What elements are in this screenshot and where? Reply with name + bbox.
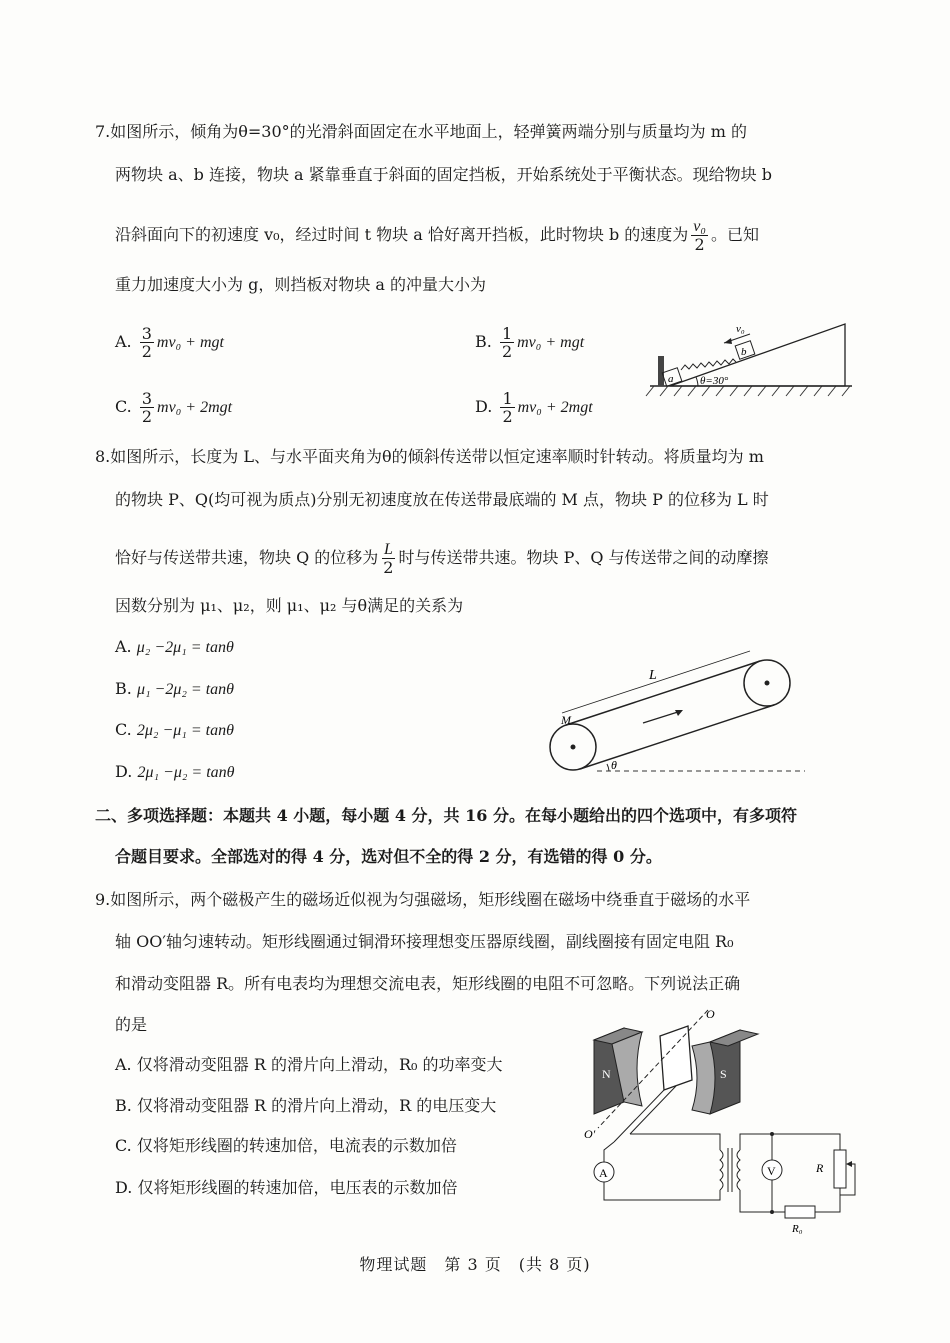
secondary-coil: [737, 1150, 740, 1190]
section-2-line-2: 合题目要求。全部选对的得 4 分，选对但不全的得 2 分，有选错的得 0 分。: [115, 847, 662, 866]
angle-label: θ=30°: [700, 375, 729, 387]
belt-top: [566, 661, 760, 725]
q7-line-4: 重力加速度大小为 g，则挡板对物块 a 的冲量大小为: [115, 275, 487, 294]
section-2-line-1: 二、多项选择题：本题共 4 小题，每小题 4 分，共 16 分。在每小题给出的四个选项中，有多项符: [95, 806, 797, 825]
rheostat-slider: [846, 1161, 852, 1167]
q7-fraction: $\frac{\text{v₀}}{2}$: [693, 218, 706, 254]
spring: [681, 359, 736, 370]
primary-wire-top: [630, 1134, 720, 1150]
q8-line-1: 8.如图所示，长度为 L、与水平面夹角为θ的倾斜传送带以恒定速率顺时针转动。将质量均为 m: [95, 447, 764, 466]
axis-o-label: O: [706, 1007, 715, 1021]
q8-line-2: 的物块 P、Q(均可视为质点)分别无初速度放在传送带最底端的 M 点，物块 P 的位移为 L 时: [115, 490, 769, 509]
point-m-label: M: [561, 713, 571, 727]
junction-bottom: [770, 1210, 774, 1214]
q9-option-a[interactable]: A. 仅将滑动变阻器 R 的滑片向上滑动，R₀ 的功率变大: [115, 1055, 503, 1074]
q7-line-1: 7.如图所示，倾角为θ=30°的光滑斜面固定在水平地面上，轻弹簧两端分别与质量均为 m 的: [95, 122, 748, 141]
q9-line-1: 9.如图所示，两个磁极产生的磁场近似视为匀强磁场，矩形线圈在磁场中绕垂直于磁场的水平: [95, 890, 751, 909]
upper-pulley-axle: [765, 681, 770, 686]
q9-line-4: 的是: [115, 1015, 148, 1034]
q7-line-3: [115, 218, 759, 253]
magnet-s-label: S: [720, 1067, 727, 1081]
q7-line-3-pre: 沿斜面向下的初速度 v₀，经过时间 t 物块 a 恰好离开挡板，此时物块 b 的速度为: [115, 225, 689, 244]
motion-arrow: [643, 711, 681, 723]
q7-line-2: 两物块 a、b 连接，物块 a 紧靠垂直于斜面的固定挡板，开始系统处于平衡状态。现给物块 b: [115, 165, 772, 184]
q8-line-3-post: 时与传送带共速。物块 P、Q 与传送带之间的动摩擦: [398, 548, 769, 567]
primary-wire-bottom: [604, 1142, 720, 1200]
theta-label: θ: [611, 758, 617, 772]
q8-line-3-pre: 恰好与传送带共速，物块 Q 的位移为: [115, 548, 379, 567]
ground-hatch: [646, 386, 850, 396]
q8-line-4: 因数分别为 μ₁、μ₂，则 μ₁、μ₂ 与θ满足的关系为: [115, 596, 464, 615]
q9-option-c[interactable]: C. 仅将矩形线圈的转速加倍，电流表的示数加倍: [115, 1136, 457, 1155]
q8-option-c[interactable]: C. 2μ₂ −μ₁ = tanθ: [115, 720, 234, 739]
block-b-label: b: [741, 346, 747, 358]
q7-option-c[interactable]: C. $\frac{3}{2}$ mv₀ + 2mgt: [115, 389, 233, 426]
theta-arc: [607, 764, 609, 771]
q9-option-d[interactable]: D. 仅将矩形线圈的转速加倍，电压表的示数加倍: [115, 1178, 458, 1197]
velocity-arrowhead: [724, 338, 732, 344]
magnet-s-top: [710, 1030, 758, 1046]
rheostat-r-label: R: [816, 1161, 824, 1175]
axis-o-prime-label: O′: [584, 1127, 596, 1141]
q9-generator-figure: [580, 1007, 870, 1235]
voltmeter-label: V: [767, 1164, 776, 1178]
q7-line-3-post: 。已知: [710, 225, 759, 244]
incline-wedge: [670, 324, 845, 386]
resistor-r0-label: R₀: [792, 1223, 803, 1235]
q8-line-3: [115, 541, 769, 576]
secondary-wire-bottom-right: [815, 1188, 840, 1212]
q7-option-d[interactable]: D. $\frac{1}{2}$ mv₀ + 2mgt: [475, 389, 593, 426]
q8-option-d[interactable]: D. 2μ₁ −μ₂ = tanθ: [115, 762, 235, 781]
primary-coil: [720, 1150, 723, 1190]
ammeter-label: A: [599, 1166, 608, 1180]
belt-bottom: [580, 705, 774, 769]
page-footer: 物理试题 第 3 页 (共 8 页): [359, 1255, 591, 1274]
length-label: L: [649, 668, 657, 683]
block-a-label: a: [668, 373, 674, 385]
q9-line-3: 和滑动变阻器 R。所有电表均为理想交流电表，矩形线圈的电阻不可忽略。下列说法正确: [115, 974, 741, 993]
q7-incline-figure: [640, 318, 860, 408]
resistor-r0: [785, 1206, 815, 1218]
q8-conveyor-figure: [545, 655, 815, 780]
velocity-label: v₀: [736, 323, 745, 335]
q8-option-a[interactable]: A. μ₂ −2μ₁ = tanθ: [115, 637, 234, 656]
junction-top: [770, 1132, 774, 1136]
secondary-wire-top: [740, 1134, 840, 1150]
secondary-wire-bottom-left: [740, 1190, 785, 1212]
lower-pulley-axle: [571, 745, 576, 750]
angle-arc: [696, 377, 698, 386]
magnet-n-label: N: [602, 1067, 611, 1081]
q8-fraction: $\frac{L}{2}$: [383, 541, 394, 577]
q8-option-b[interactable]: B. μ₁ −2μ₂ = tanθ: [115, 679, 235, 698]
magnet-s-face: [692, 1042, 715, 1114]
barrier: [658, 356, 664, 386]
q7-option-a[interactable]: A. $\frac{3}{2}$ mv₀ + mgt: [115, 324, 224, 361]
q7-option-b[interactable]: B. $\frac{1}{2}$ mv₀ + mgt: [475, 324, 585, 361]
rheostat-r: [834, 1150, 846, 1188]
q9-line-2: 轴 OO′轴匀速转动。矩形线圈通过铜滑环接理想变压器原线圈，副线圈接有固定电阻 R₀: [115, 932, 734, 951]
rotating-coil: [660, 1026, 692, 1090]
q9-option-b[interactable]: B. 仅将滑动变阻器 R 的滑片向上滑动，R 的电压变大: [115, 1096, 497, 1115]
